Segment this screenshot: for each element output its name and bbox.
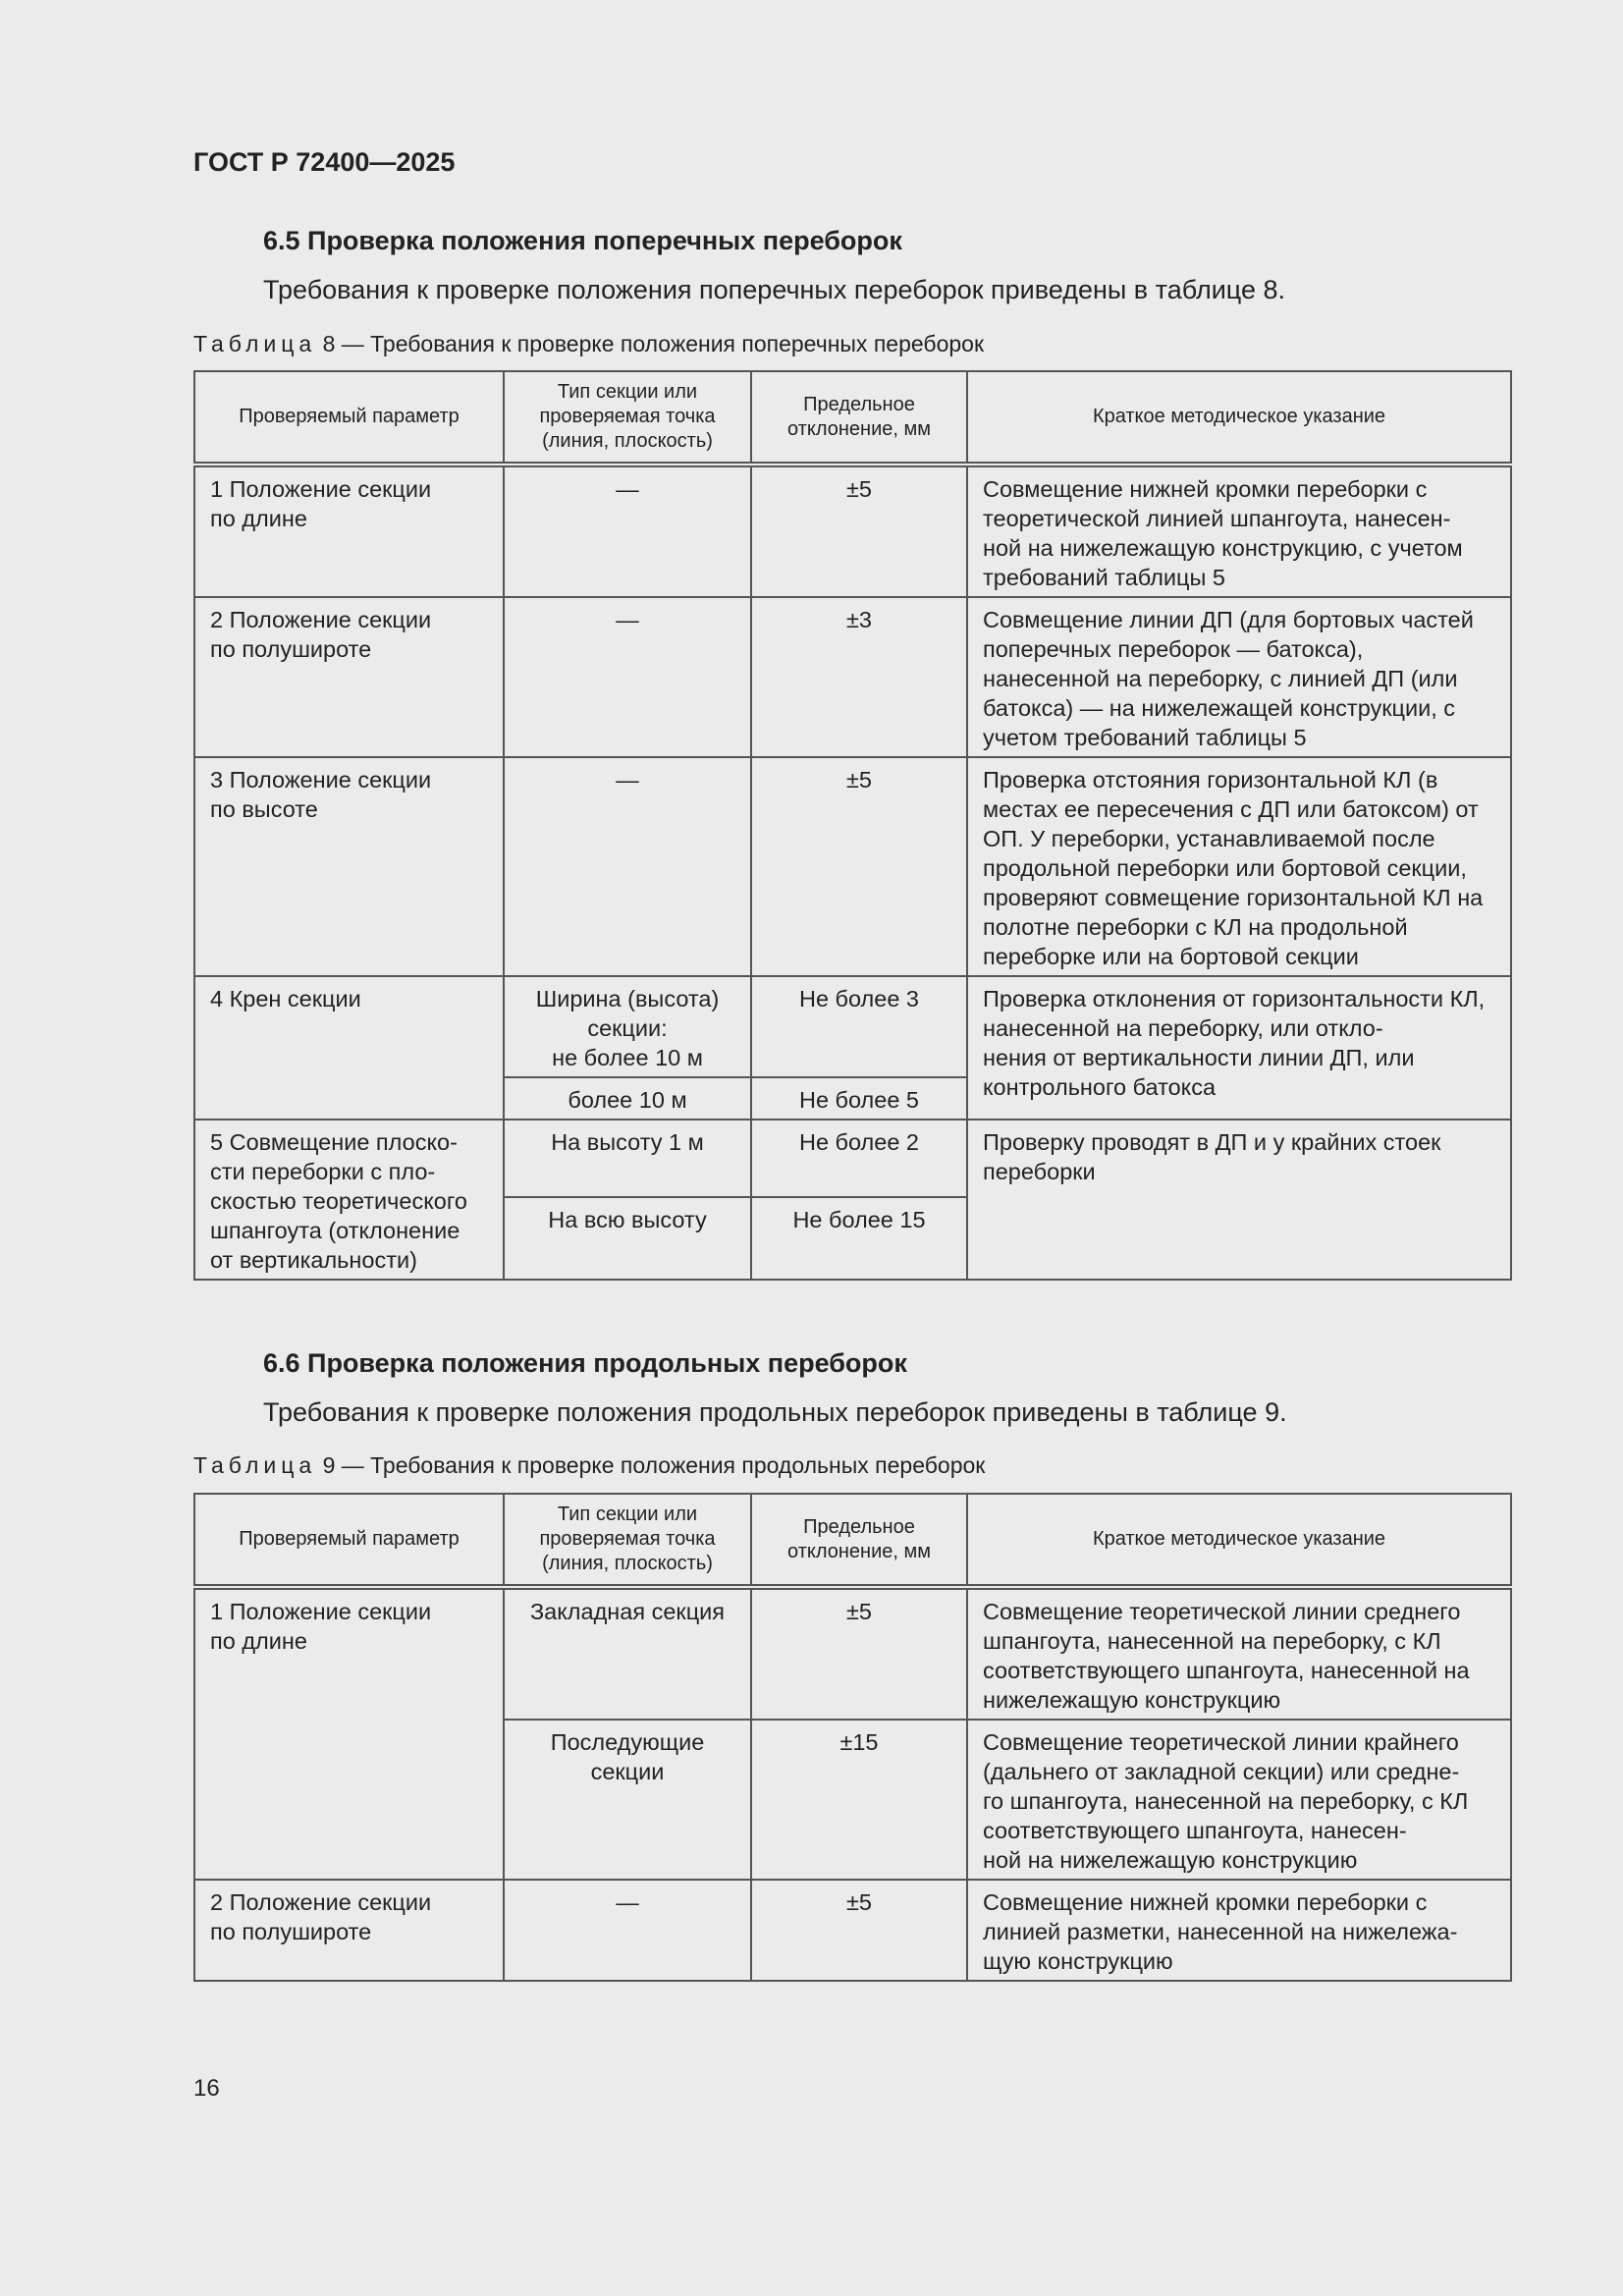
section-6-5-title: 6.5 Проверка положения поперечных переборок: [263, 226, 902, 255]
table-9-caption: [193, 1452, 985, 1479]
method-note-cell: Проверка отклонения от горизонтальности КЛ, нанесенной на переборку, или откло- нения от вертикальности линии ДП, или контрольного батокса: [967, 976, 1511, 1120]
parameter-cell: 2 Положение секции по полушироте: [194, 597, 504, 757]
section-type-cell: —: [504, 757, 751, 976]
section-type-cell: —: [504, 465, 751, 597]
section-type-cell: более 10 м: [504, 1077, 751, 1120]
table-8-header-row: [194, 371, 1511, 465]
method-note-cell: Совмещение теоретической линии среднего шпангоута, нанесенной на переборку, с КЛ соответствующего шпангоута, нанесенной на нижележащую конструкцию: [967, 1587, 1511, 1720]
deviation-cell: Не более 5: [751, 1077, 967, 1120]
table-row: [194, 1120, 1511, 1197]
table-row: [194, 597, 1511, 757]
section-type-cell: Ширина (высота) секции: не более 10 м: [504, 976, 751, 1077]
parameter-cell: 3 Положение секции по высоте: [194, 757, 504, 976]
method-note-cell: Совмещение нижней кромки переборки с линией разметки, нанесенной на нижележа- щую конструкцию: [967, 1880, 1511, 1981]
section-type-cell: —: [504, 1880, 751, 1981]
method-note-cell: Проверку проводят в ДП и у крайних стоек переборки: [967, 1120, 1511, 1280]
column-header-section-type: Тип секции или проверяемая точка (линия, плоскость): [504, 371, 751, 465]
method-note-cell: Совмещение теоретической линии крайнего (дальнего от закладной секции) или средне- го шпангоута, нанесенной на переборку, с КЛ соответствующего шпангоута, нанесен- ной на нижележащую конструкцию: [967, 1720, 1511, 1880]
table-8: [193, 370, 1512, 1281]
parameter-cell: 1 Положение секции по длине: [194, 465, 504, 597]
section-6-6-title: 6.6 Проверка положения продольных переборок: [263, 1348, 907, 1378]
column-header-parameter: Проверяемый параметр: [194, 371, 504, 465]
parameter-cell: 2 Положение секции по полушироте: [194, 1880, 504, 1981]
section-type-cell: На всю высоту: [504, 1197, 751, 1280]
table-8-caption: [193, 331, 984, 357]
table-9-caption-label: Таблица: [193, 1452, 317, 1478]
table-row: [194, 1880, 1511, 1981]
column-header-deviation: Предельное отклонение, мм: [751, 1494, 967, 1587]
deviation-cell: Не более 15: [751, 1197, 967, 1280]
column-header-section-type: Тип секции или проверяемая точка (линия, плоскость): [504, 1494, 751, 1587]
parameter-cell: 4 Крен секции: [194, 976, 504, 1120]
parameter-cell: 1 Положение секции по длине: [194, 1587, 504, 1880]
table-row: [194, 1587, 1511, 1720]
parameter-cell: 5 Совмещение плоско- сти переборки с пло- скостью теоретического шпангоута (отклонение от вертикальности): [194, 1120, 504, 1280]
column-header-deviation: Предельное отклонение, мм: [751, 371, 967, 465]
column-header-method-note: Краткое методическое указание: [967, 1494, 1511, 1587]
table-row: [194, 757, 1511, 976]
table-8-caption-label: Таблица: [193, 331, 317, 356]
method-note-cell: Совмещение линии ДП (для бортовых частей поперечных переборок — батокса), нанесенной на переборку, с линией ДП (или батокса) — на нижележащей конструкции, с учетом требований таблицы 5: [967, 597, 1511, 757]
deviation-cell: Не более 3: [751, 976, 967, 1077]
column-header-method-note: Краткое методическое указание: [967, 371, 1511, 465]
table-row: [194, 465, 1511, 597]
deviation-cell: ±5: [751, 1587, 967, 1720]
table-row: [194, 976, 1511, 1077]
table-9-header-row: [194, 1494, 1511, 1587]
deviation-cell: ±15: [751, 1720, 967, 1880]
section-type-cell: Закладная секция: [504, 1587, 751, 1720]
section-type-cell: На высоту 1 м: [504, 1120, 751, 1197]
deviation-cell: Не более 2: [751, 1120, 967, 1197]
table-8-caption-text: 8 — Требования к проверке положения поперечных переборок: [316, 331, 985, 356]
column-header-parameter: Проверяемый параметр: [194, 1494, 504, 1587]
deviation-cell: ±3: [751, 597, 967, 757]
section-type-cell: Последующие секции: [504, 1720, 751, 1880]
table-9: [193, 1493, 1512, 1982]
page-number: 16: [193, 2075, 220, 2102]
method-note-cell: Проверка отстояния горизонтальной КЛ (в местах ее пересечения с ДП или батоксом) от ОП. У переборки, устанавливаемой после продольной переборки или бортовой секции, проверяют совмещение горизонтальной КЛ на полотне переборки с КЛ на продольной переборке или на бортовой секции: [967, 757, 1511, 976]
method-note-cell: Совмещение нижней кромки переборки с теоретической линией шпангоута, нанесен- ной на нижележащую конструкцию, с учетом требований таблицы 5: [967, 465, 1511, 597]
document-header: ГОСТ Р 72400—2025: [193, 147, 456, 177]
section-6-5-text: Требования к проверке положения поперечных переборок приведены в таблице 8.: [263, 275, 1286, 304]
section-type-cell: —: [504, 597, 751, 757]
table-9-caption-text: 9 — Требования к проверке положения продольных переборок: [316, 1452, 986, 1478]
deviation-cell: ±5: [751, 757, 967, 976]
section-6-6-text: Требования к проверке положения продольных переборок приведены в таблице 9.: [263, 1397, 1287, 1427]
deviation-cell: ±5: [751, 465, 967, 597]
deviation-cell: ±5: [751, 1880, 967, 1981]
